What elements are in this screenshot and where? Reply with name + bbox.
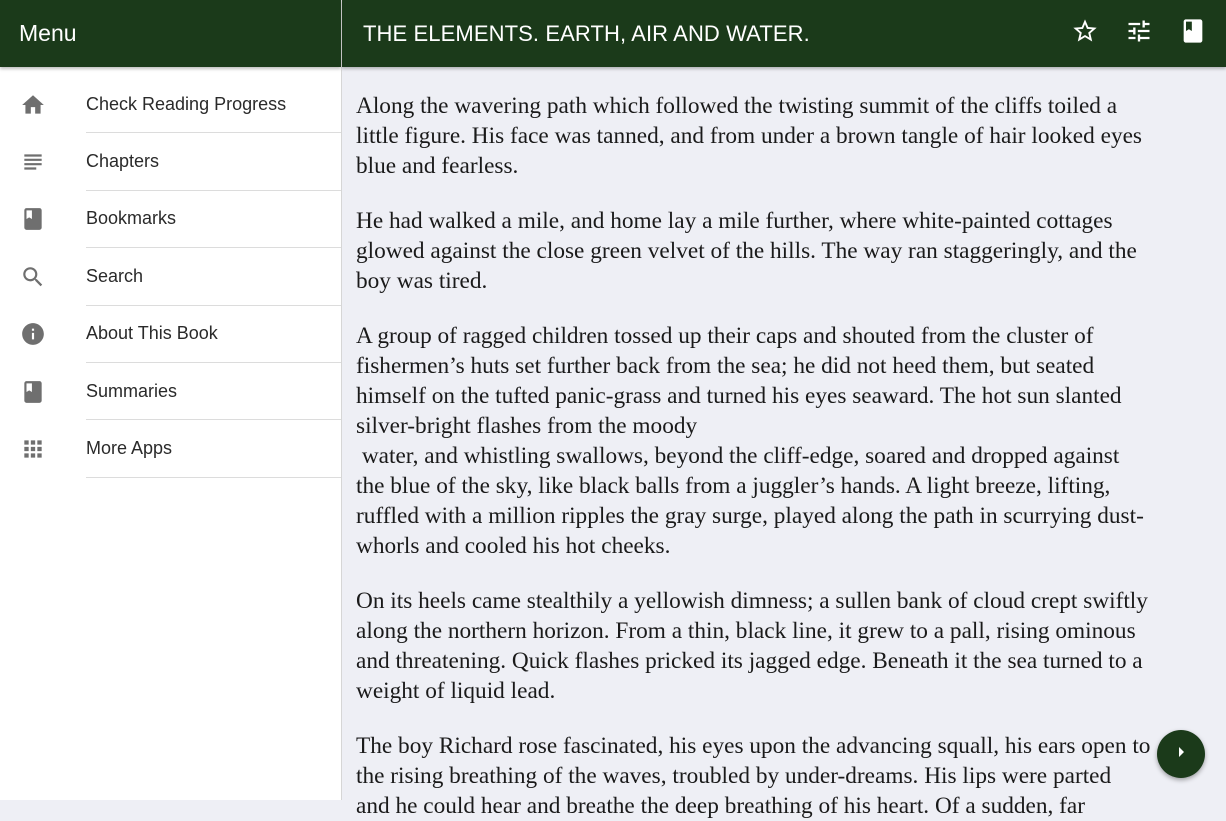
drawer-header	[0, 0, 341, 67]
text-line: along the northern horizon. From a thin, black line, it grew to a pall, rising ominous	[356, 618, 1136, 644]
text-line: Along the wavering path which followed the twisting summit of the cliffs toiled a	[356, 93, 1118, 119]
menu-item-label: Chapters	[86, 133, 341, 190]
text-line: He had walked a mile, and home lay a mile further, where white-painted cottages	[356, 208, 1113, 234]
text-line: whorls and cooled his hot cheeks.	[356, 533, 671, 559]
menu-item-label: Search	[86, 248, 341, 305]
text-line: boy was tired.	[356, 268, 488, 294]
menu-item-more-apps[interactable]	[0, 420, 341, 477]
menu-item-label: About This Book	[86, 306, 341, 363]
text-line: The boy Richard rose fascinated, his eyes upon the advancing squall, his ears open to	[356, 733, 1151, 759]
menu-item-label: Summaries	[86, 363, 341, 420]
app-bar	[342, 0, 1226, 67]
menu-item-label: Bookmarks	[86, 191, 341, 248]
book-icon	[20, 206, 46, 232]
text-line: On its heels came stealthily a yellowish dimness; a sullen bank of cloud crept swiftly	[356, 588, 1148, 614]
home-icon	[20, 92, 46, 118]
list-icon	[20, 149, 46, 175]
menu-item-label: More Apps	[86, 420, 341, 477]
text-line: blue and fearless.	[356, 153, 519, 179]
navigation-drawer	[0, 0, 342, 800]
menu-item-check-reading-progress[interactable]	[0, 76, 341, 133]
text-line: ruffled with a million ripples the gray surge, played along the path in scurrying dust-	[356, 503, 1144, 529]
search-icon	[20, 264, 46, 290]
text-line: fishermen’s huts set further back from the sea; he did not heed them, but seated	[356, 353, 1095, 379]
text-line: silver-bright flashes from the moody	[356, 413, 698, 439]
paragraph	[356, 91, 1216, 181]
menu-item-search[interactable]	[0, 248, 341, 305]
paragraph	[356, 206, 1216, 296]
app-bar-actions	[1058, 0, 1226, 67]
bookmark-star-button[interactable]	[1058, 7, 1112, 61]
text-line: A group of ragged children tossed up their caps and shouted from the cluster of	[356, 323, 1094, 349]
tune-icon	[1125, 17, 1153, 50]
reading-content[interactable]	[343, 67, 1226, 819]
star-icon	[1071, 17, 1099, 50]
text-line: the rising breathing of the waves, troubled by under-dreams. His lips were parted	[356, 763, 1112, 789]
menu-item-summaries[interactable]	[0, 363, 341, 420]
drawer-title: Menu	[19, 20, 77, 46]
chapter-title: THE ELEMENTS. EARTH, AIR AND WATER.	[363, 20, 810, 46]
text-line: and threatening. Quick flashes pricked its jagged edge. Beneath it the sea turned to a	[356, 648, 1143, 674]
text-line: little figure. His face was tanned, and from under a brown tangle of hair looked eyes	[356, 123, 1142, 149]
chevron-right-icon	[1169, 740, 1193, 769]
book-icon	[1179, 17, 1207, 50]
book-info-button[interactable]	[1166, 7, 1220, 61]
paragraph	[356, 586, 1216, 706]
apps-grid-icon	[20, 436, 46, 462]
text-line: glowed against the close green velvet of the hills. The way ran staggeringly, and the	[356, 238, 1137, 264]
menu-item-bookmarks[interactable]	[0, 191, 341, 248]
next-page-button[interactable]	[1157, 730, 1205, 778]
info-icon	[20, 321, 46, 347]
text-line: and he could hear and breathe the deep breathing of his heart. Of a sudden, far	[356, 793, 1086, 819]
menu-item-chapters[interactable]	[0, 133, 341, 190]
text-line: the blue of the sky, like black balls from a juggler’s hands. A light breeze, lifting,	[356, 473, 1111, 499]
text-line: himself on the tufted panic-grass and turned his eyes seaward. The hot sun slanted	[356, 383, 1122, 409]
paragraph	[356, 731, 1216, 821]
menu-item-label: Check Reading Progress	[86, 76, 341, 133]
text-line: water, and whistling swallows, beyond the cliff-edge, soared and dropped against	[356, 443, 1120, 469]
book-icon	[20, 379, 46, 405]
drawer-menu	[0, 76, 341, 478]
settings-tune-button[interactable]	[1112, 7, 1166, 61]
text-line: weight of liquid lead.	[356, 678, 556, 704]
paragraph	[356, 321, 1216, 561]
menu-item-about-this-book[interactable]	[0, 306, 341, 363]
